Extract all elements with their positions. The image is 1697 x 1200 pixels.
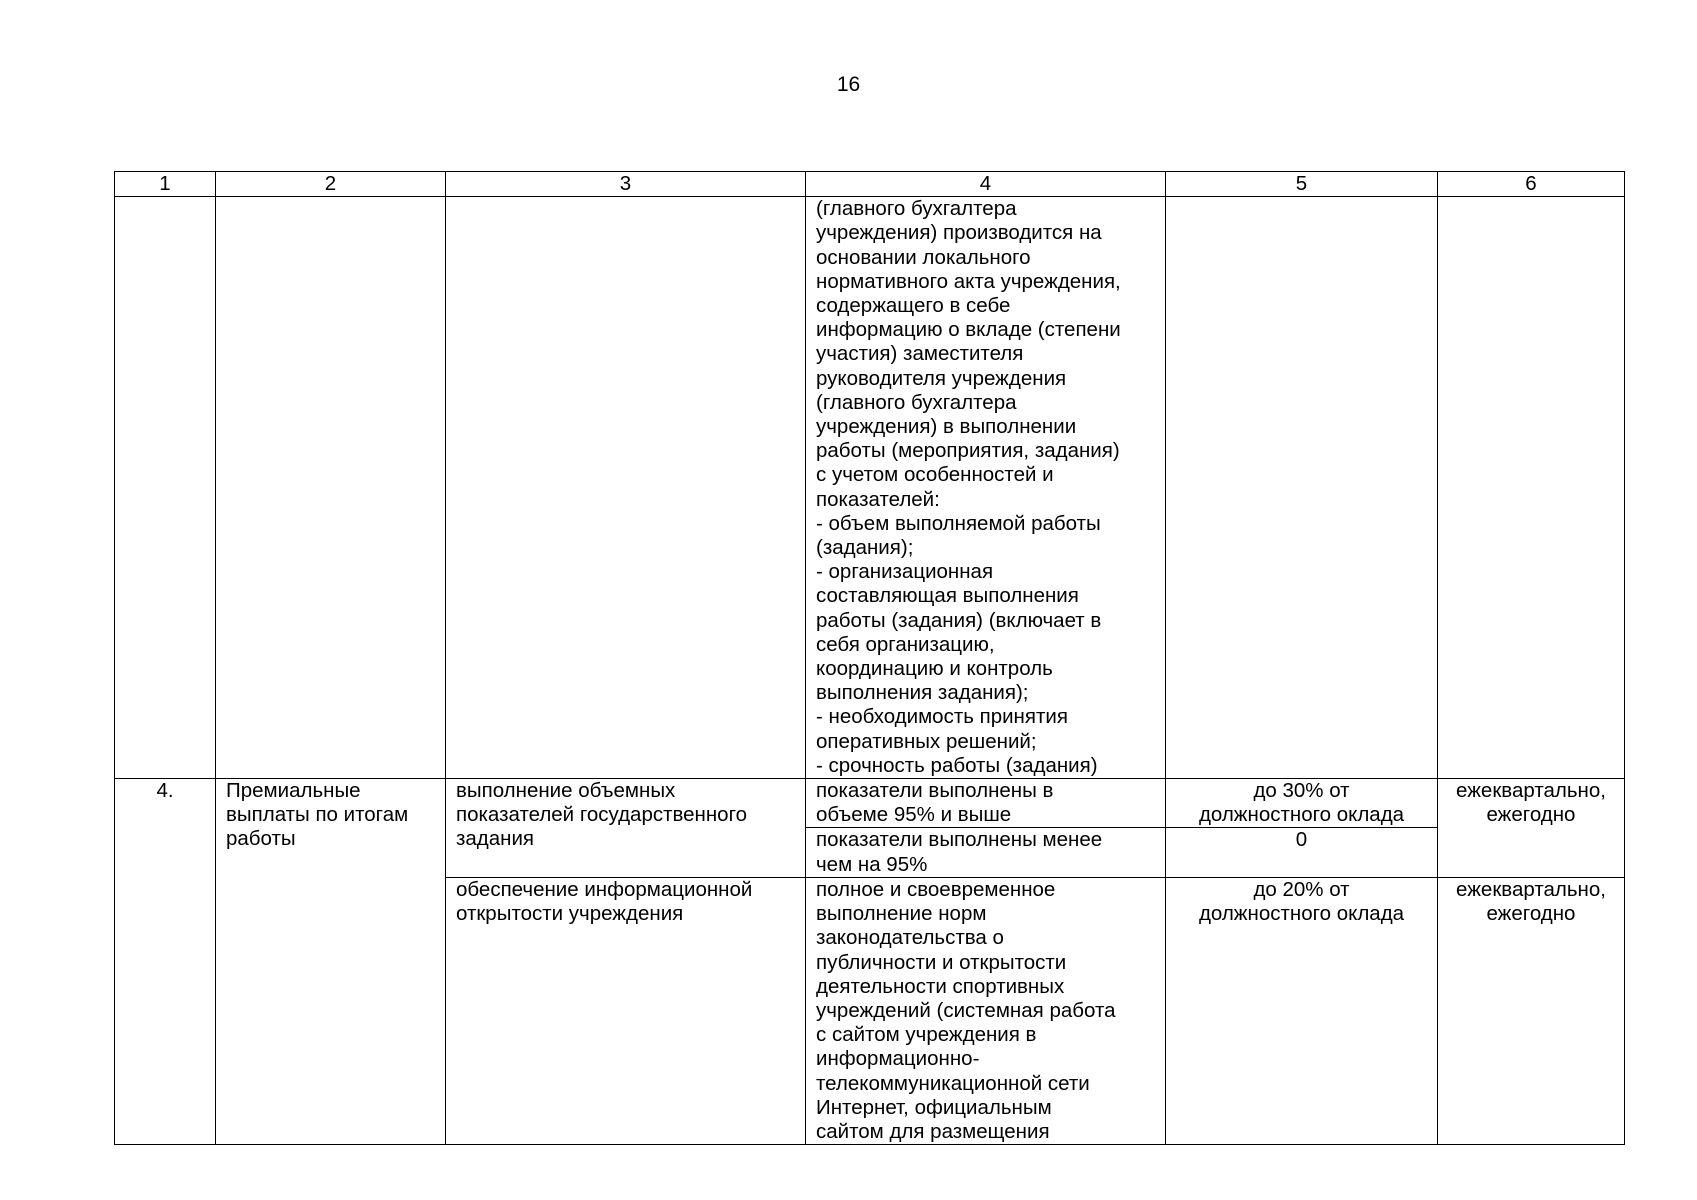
payment-type-cell <box>216 779 446 1145</box>
text-line: - срочность работы (задания) <box>816 753 1098 777</box>
text-line: информацию о вкладе (степени <box>816 318 1121 342</box>
criterion-description-text <box>816 197 1155 778</box>
column-number-row <box>115 172 1625 197</box>
text-line: ежегодно <box>1486 803 1576 827</box>
payments-table <box>114 171 1625 1145</box>
text-line: сайтом для размещения <box>816 1119 1050 1143</box>
amount-cell <box>1166 828 1438 877</box>
text-line: показатели выполнены в <box>816 779 1054 803</box>
text-line: показателей государственного <box>456 803 748 827</box>
text-line: деятельности спортивных <box>816 974 1065 998</box>
criterion-cell <box>446 877 806 1144</box>
condition-text <box>816 779 1155 827</box>
column-number: 4 <box>806 172 1166 197</box>
amount-text <box>1176 878 1427 926</box>
empty-cell <box>1166 197 1438 779</box>
empty-cell <box>446 197 806 779</box>
criterion-text <box>456 779 795 852</box>
text-line: задания <box>456 827 535 851</box>
text-line: нормативного акта учреждения, <box>816 269 1121 293</box>
text-line: - объем выполняемой работы <box>816 511 1101 535</box>
column-number: 5 <box>1166 172 1438 197</box>
text-line: (главного бухгалтера <box>816 390 1017 414</box>
text-line: публичности и открытости <box>816 950 1067 974</box>
condition-cell <box>806 828 1166 877</box>
text-line: работы (мероприятия, задания) <box>816 439 1120 463</box>
text-line: информационно- <box>816 1047 980 1071</box>
text-line: с сайтом учреждения в <box>816 1023 1037 1047</box>
text-line: участия) заместителя <box>816 342 1024 366</box>
text-line: ежеквартально, <box>1456 779 1606 803</box>
text-line: должностного оклада <box>1198 803 1405 827</box>
text-line: полное и своевременное <box>816 877 1056 901</box>
text-line: обеспечение информационной <box>456 877 753 901</box>
text-line: объеме 95% и выше <box>816 803 1012 827</box>
condition-cell <box>806 877 1166 1144</box>
continuation-row <box>115 197 1625 779</box>
text-line: до 20% от <box>1253 877 1350 901</box>
empty-cell <box>1438 197 1625 779</box>
column-number: 1 <box>115 172 216 197</box>
text-line: учреждения) в выполнении <box>816 415 1077 439</box>
text-line: составляющая выполнения <box>816 584 1079 608</box>
text-line: - необходимость принятия <box>816 705 1068 729</box>
text-line: ежеквартально, <box>1456 877 1606 901</box>
text-line: работы (задания) (включает в <box>816 608 1102 632</box>
column-number: 3 <box>446 172 806 197</box>
frequency-text <box>1448 878 1614 926</box>
text-line: учреждений (системная работа <box>816 998 1116 1022</box>
text-line: открытости учреждения <box>456 902 684 926</box>
text-line: чем на 95% <box>816 852 928 876</box>
condition-text <box>816 828 1155 876</box>
empty-cell <box>115 197 216 779</box>
frequency-text <box>1448 779 1614 827</box>
text-line: работы <box>226 827 296 851</box>
text-line: (главного бухгалтера <box>816 197 1017 221</box>
amount-text <box>1176 779 1427 827</box>
column-number: 2 <box>216 172 446 197</box>
text-line: выплаты по итогам <box>226 803 409 827</box>
frequency-cell <box>1438 877 1625 1144</box>
condition-text <box>816 878 1155 1144</box>
text-line: Интернет, официальным <box>816 1095 1052 1119</box>
payment-type <box>226 779 435 852</box>
text-line: координацию и контроль <box>816 657 1053 681</box>
table-row <box>115 779 1625 828</box>
text-line: себя организацию, <box>816 632 995 656</box>
text-line: телекоммуникационной сети <box>816 1071 1090 1095</box>
text-line: с учетом особенностей и <box>816 463 1054 487</box>
criterion-cell <box>446 779 806 878</box>
text-line: до 30% от <box>1253 779 1350 803</box>
amount-text: 0 <box>1295 828 1308 852</box>
condition-cell <box>806 779 1166 828</box>
row-number-cell <box>115 779 216 1145</box>
text-line: ежегодно <box>1486 902 1576 926</box>
text-line: оперативных решений; <box>816 729 1037 753</box>
text-line: руководителя учреждения <box>816 366 1067 390</box>
text-line: выполнение объемных <box>456 779 676 803</box>
text-line: показателей: <box>816 487 940 511</box>
text-line: учреждения) производится на <box>816 221 1102 245</box>
text-line: показатели выполнены менее <box>816 828 1103 852</box>
text-line: выполнения задания); <box>816 681 1029 705</box>
criterion-description-cell <box>806 197 1166 779</box>
amount-cell <box>1166 779 1438 828</box>
text-line: законодательства о <box>816 926 1004 950</box>
column-number: 6 <box>1438 172 1625 197</box>
row-number: 4. <box>156 779 174 803</box>
text-line: выполнение норм <box>816 902 987 926</box>
text-line: основании локального <box>816 245 1031 269</box>
text-line: содержащего в себе <box>816 294 1011 318</box>
text-line: (задания); <box>816 536 914 560</box>
page-number: 16 <box>836 73 861 96</box>
text-line: - организационная <box>816 560 994 584</box>
empty-cell <box>216 197 446 779</box>
text-line: должностного оклада <box>1198 902 1405 926</box>
amount-cell <box>1166 877 1438 1144</box>
criterion-text <box>456 878 795 926</box>
frequency-cell <box>1438 779 1625 878</box>
text-line: Премиальные <box>226 779 361 803</box>
